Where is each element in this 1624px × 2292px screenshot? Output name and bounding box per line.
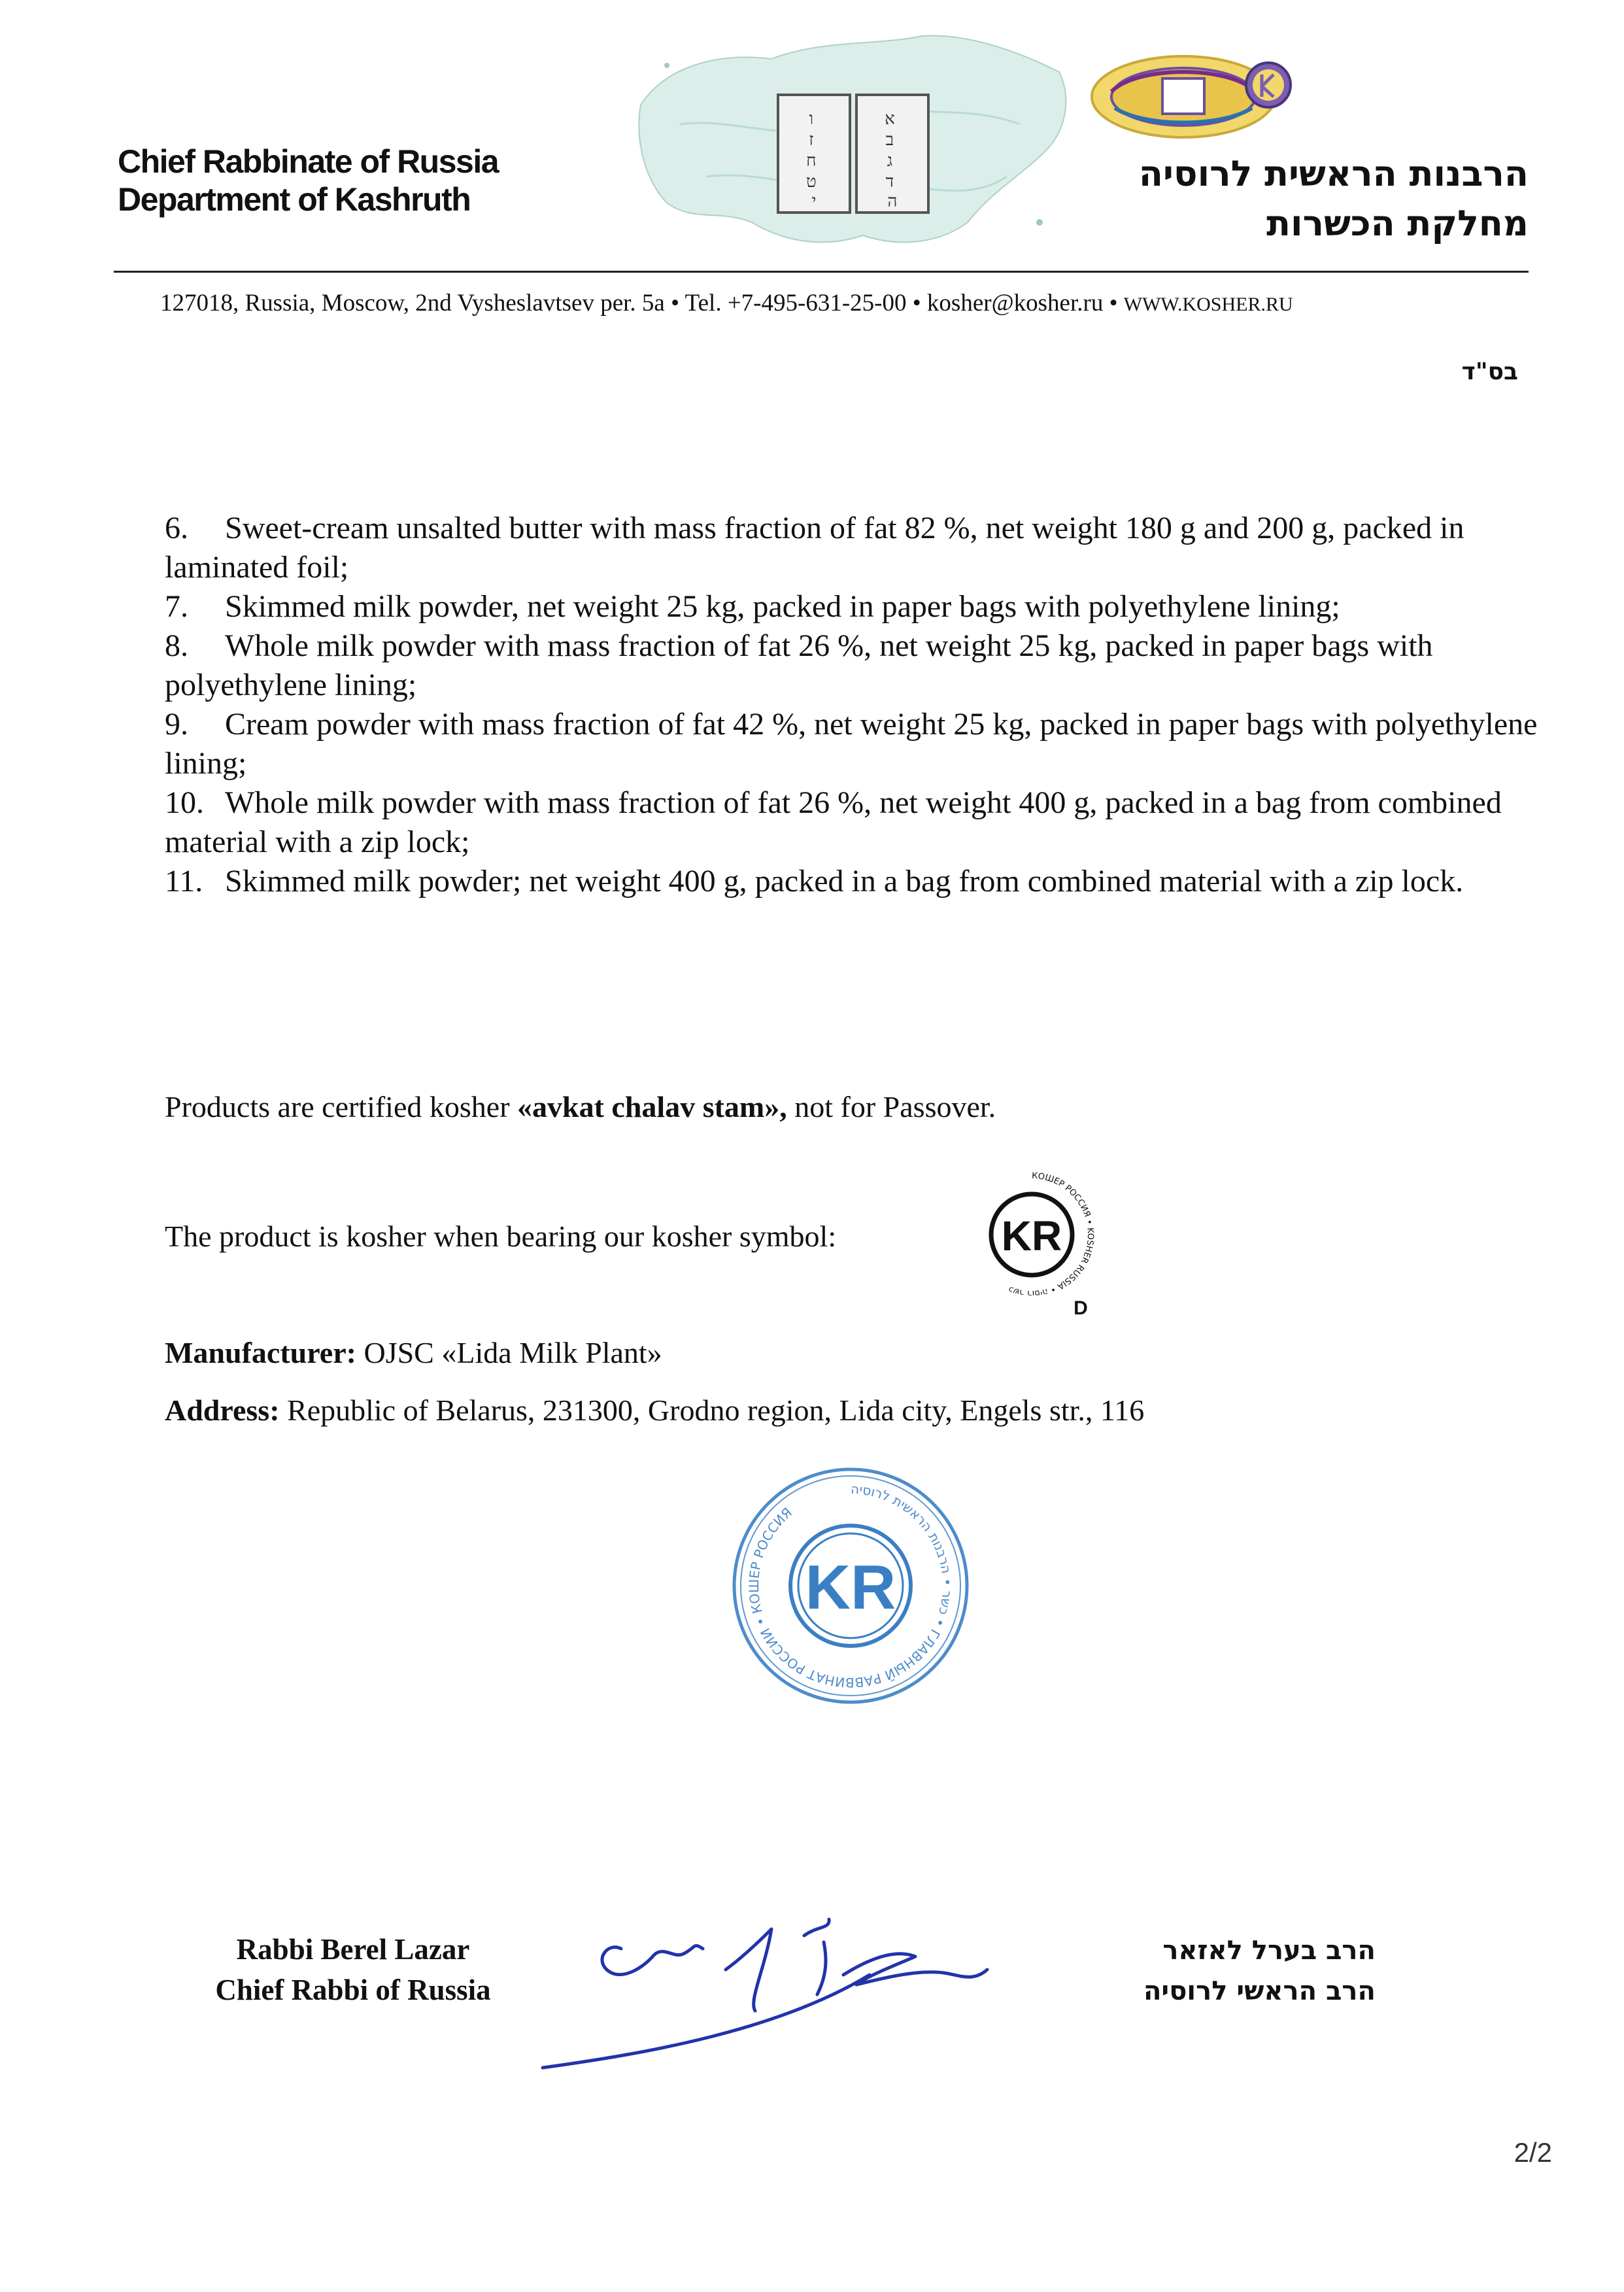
- list-item: [165, 626, 1551, 705]
- list-item-text: Cream powder with mass fraction of fat 42 %, net weight 25 kg, packed in paper bags with polyethylene lining;: [165, 707, 1538, 781]
- handwritten-signature: [530, 1896, 1105, 2086]
- seal-letters: KR: [805, 1552, 896, 1622]
- signatory-en: [196, 1929, 510, 2010]
- list-item-number: 9.: [165, 707, 188, 742]
- tablet-left-letter: ו: [809, 109, 814, 129]
- contact-address-line: [160, 288, 1293, 320]
- list-item-number: 11.: [165, 864, 203, 898]
- bsd-mark: בס"ד: [1461, 358, 1518, 385]
- russia-map-tablets-logo: [628, 26, 1079, 268]
- rabbinate-emblem-logo: [1085, 46, 1301, 144]
- address-line: [165, 1392, 1144, 1429]
- list-item-text: Whole milk powder with mass fraction of fat 26 %, net weight 25 kg, packed in paper bags with polyethylene lining;: [165, 628, 1433, 702]
- signatory-name-he: הרב בערל לאזאר: [1162, 1936, 1376, 1966]
- contact-address: 127018, Russia, Moscow, 2nd Vysheslavtsev per. 5a • Tel. +7-495-631-25-00 • kosher@kosher.ru •: [160, 290, 1124, 316]
- org-name-en: [118, 143, 498, 218]
- address-value: Republic of Belarus, 231300, Grodno region, Lida city, Engels str., 116: [279, 1394, 1145, 1427]
- list-item: [165, 587, 1551, 626]
- list-item-number: 10.: [165, 785, 204, 820]
- kashrut-seal-stamp: [724, 1460, 977, 1712]
- org-name-he-line1: הרבנות הראשית לרוסיה: [1138, 153, 1529, 194]
- website-link[interactable]: WWW.KOSHER.RU: [1123, 294, 1293, 315]
- tablet-right-letter: א: [885, 109, 895, 129]
- list-item-number: 8.: [165, 628, 188, 663]
- list-item: [165, 783, 1551, 862]
- list-item-number: 7.: [165, 589, 188, 624]
- tablet-left-letter: ז: [809, 130, 814, 150]
- kosher-symbol-ring-text: КОШЕР РОССИЯ • KOSHER RUSSIA • כשר רוסיה: [1007, 1171, 1096, 1299]
- kosher-symbol-suffix: D: [1074, 1297, 1088, 1319]
- tablet-right-letter: ה: [887, 192, 898, 211]
- list-item: [165, 862, 1551, 901]
- signatory-title-he: הרב הראשי לרוסיה: [1143, 1976, 1376, 2006]
- org-name-en-line1: Chief Rabbinate of Russia: [118, 143, 499, 180]
- signatory-he: [1143, 1930, 1376, 2011]
- list-item: [165, 509, 1551, 587]
- org-name-he-line2: מחלקת הכשרות: [1266, 203, 1529, 244]
- manufacturer-line: [165, 1334, 662, 1372]
- org-name-en-line2: Department of Kashruth: [118, 181, 471, 218]
- tablet-left-letter: ח: [806, 151, 817, 171]
- list-item-text: Skimmed milk powder; net weight 400 g, packed in a bag from combined material with a zip lock.: [225, 864, 1464, 898]
- tablet-right-letter: ב: [885, 130, 894, 150]
- list-item-text: Skimmed milk powder, net weight 25 kg, packed in paper bags with polyethylene lining;: [225, 589, 1340, 624]
- header-divider: [114, 271, 1529, 273]
- tablet-left-letter: ט: [806, 172, 817, 192]
- list-item-text: Whole milk powder with mass fraction of fat 26 %, net weight 400 g, packed in a bag from combined material with a zip lock;: [165, 785, 1502, 859]
- product-list: [165, 509, 1551, 901]
- certification-suffix: not for Passover.: [787, 1090, 996, 1123]
- certification-statement: [165, 1088, 996, 1126]
- list-item-text: Sweet-cream unsalted butter with mass fraction of fat 82 %, net weight 180 g and 200 g, packed in laminated foil;: [165, 511, 1464, 585]
- certification-status: «avkat chalav stam»,: [517, 1090, 787, 1123]
- manufacturer-value: OJSC «Lida Milk Plant»: [356, 1336, 662, 1369]
- list-item: [165, 705, 1551, 783]
- manufacturer-label: Manufacturer:: [165, 1336, 356, 1369]
- kosher-symbol-statement: The product is kosher when bearing our kosher symbol:: [165, 1220, 837, 1253]
- tablet-right-letter: ג: [887, 151, 893, 171]
- tablet-right-letter: ד: [885, 172, 894, 192]
- kosher-symbol-letters: KR: [1001, 1212, 1062, 1259]
- signatory-title-en: Chief Rabbi of Russia: [215, 1974, 491, 2006]
- address-label: Address:: [165, 1394, 280, 1427]
- org-name-he: [1139, 149, 1529, 248]
- page-number: 2/2: [1514, 2137, 1552, 2168]
- kosher-symbol-icon: [966, 1169, 1111, 1326]
- seal-ring-text: כשר • הרבנות הראשית לרוסיה • ГЛАВНЫЙ РАВВИНАТ РОССИИ • КОШЕР РОССИЯ: [745, 1480, 956, 1691]
- tablet-left-letter: י: [811, 192, 817, 211]
- certification-prefix: Products are certified kosher: [165, 1090, 518, 1123]
- signatory-name-en: Rabbi Berel Lazar: [236, 1933, 470, 1966]
- list-item-number: 6.: [165, 511, 188, 545]
